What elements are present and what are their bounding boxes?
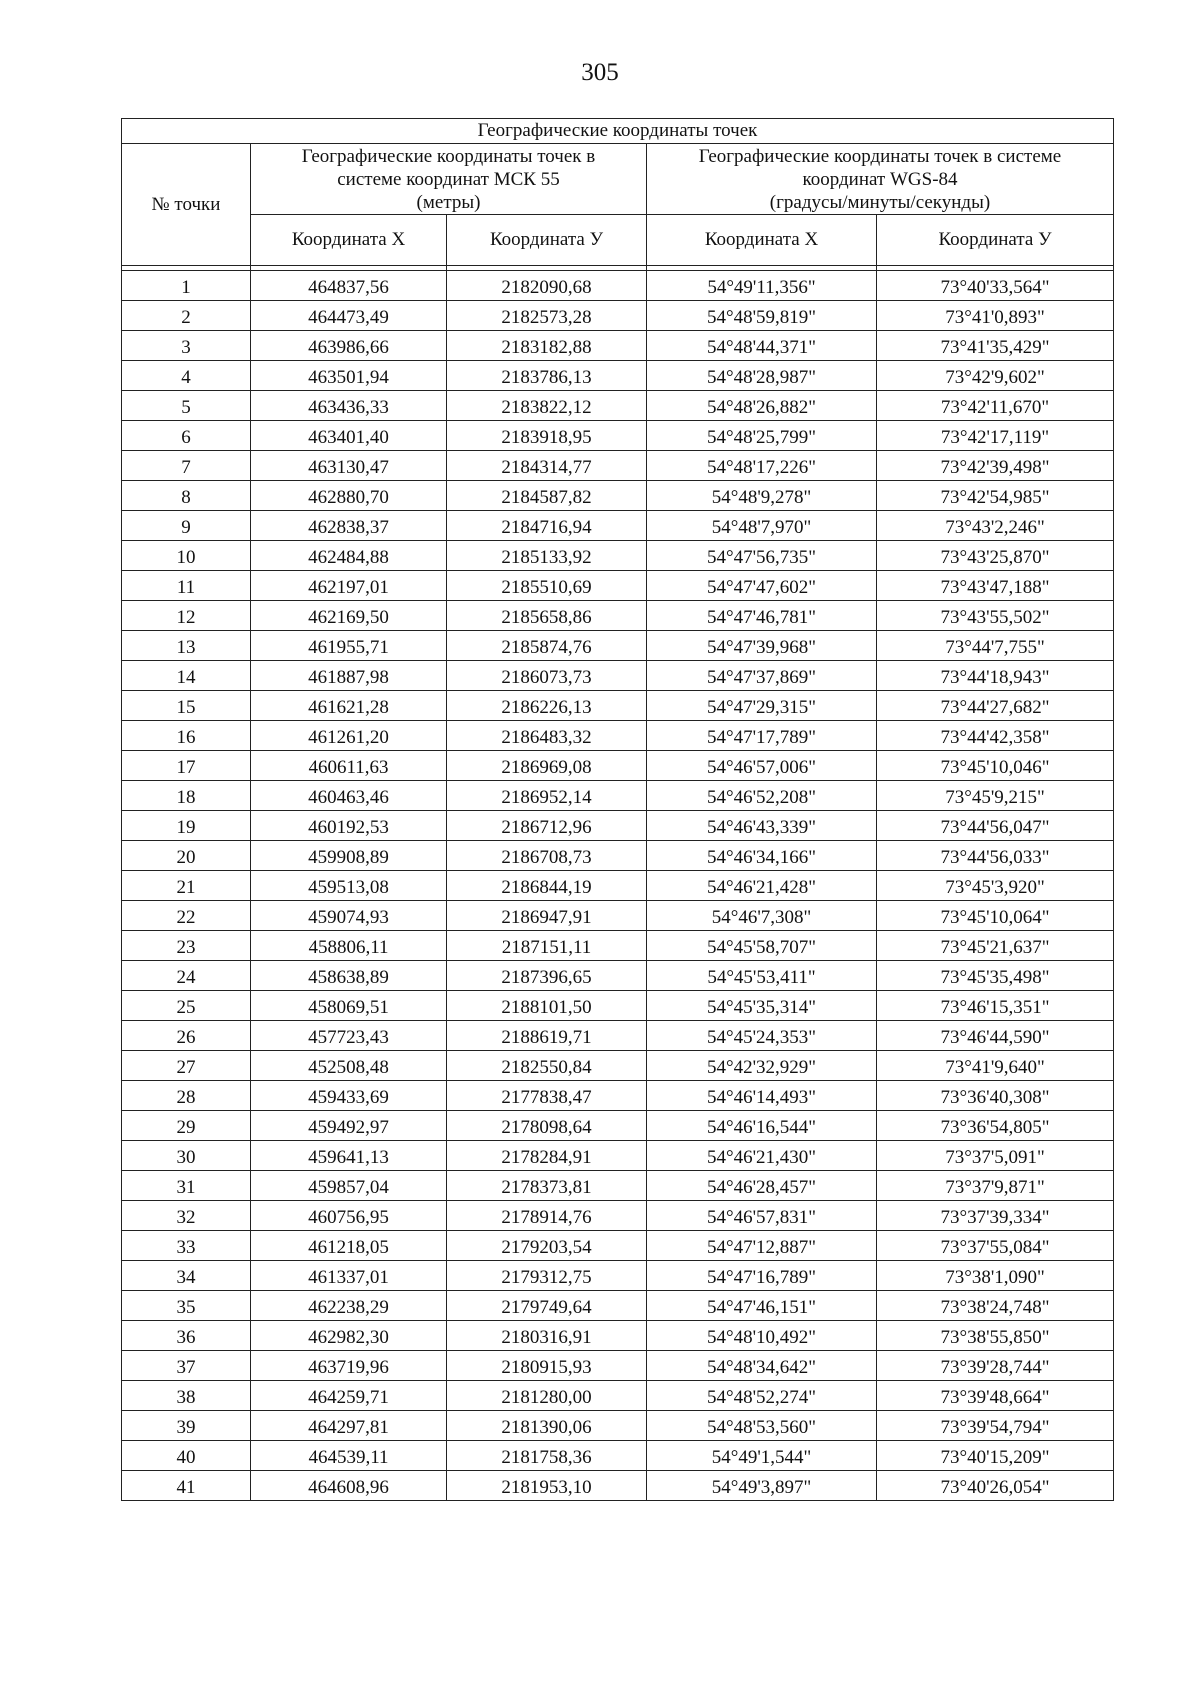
wgs84-y-cell: 73°37'9,871" — [877, 1171, 1114, 1201]
msk55-y-cell: 2186708,73 — [447, 841, 647, 871]
wgs84-x-cell: 54°47'12,887" — [647, 1231, 877, 1261]
msk55-y-cell: 2186947,91 — [447, 901, 647, 931]
wgs84-y-cell: 73°40'26,054" — [877, 1471, 1114, 1501]
point-number-cell: 27 — [122, 1051, 251, 1081]
point-number-cell: 31 — [122, 1171, 251, 1201]
table-row — [122, 451, 1114, 481]
wgs84-y-cell: 73°36'40,308" — [877, 1081, 1114, 1111]
msk55-y-cell: 2184587,82 — [447, 481, 647, 511]
wgs84-y-cell: 73°42'54,985" — [877, 481, 1114, 511]
wgs84-x-cell: 54°48'25,799" — [647, 421, 877, 451]
point-number-cell: 9 — [122, 511, 251, 541]
msk55-x-cell: 464297,81 — [251, 1411, 447, 1441]
msk55-x-cell: 452508,48 — [251, 1051, 447, 1081]
point-number-cell: 38 — [122, 1381, 251, 1411]
wgs84-y-cell: 73°45'3,920" — [877, 871, 1114, 901]
point-number-cell: 3 — [122, 331, 251, 361]
table-row — [122, 1471, 1114, 1501]
wgs84-x-cell: 54°48'17,226" — [647, 451, 877, 481]
wgs84-x-cell: 54°48'26,882" — [647, 391, 877, 421]
wgs84-y-cell: 73°38'1,090" — [877, 1261, 1114, 1291]
point-number-cell: 20 — [122, 841, 251, 871]
point-number-cell: 11 — [122, 571, 251, 601]
wgs84-x-cell: 54°48'53,560" — [647, 1411, 877, 1441]
table-row — [122, 1441, 1114, 1471]
point-number-cell: 30 — [122, 1141, 251, 1171]
wgs84-y-cell: 73°44'27,682" — [877, 691, 1114, 721]
msk55-y-cell: 2183182,88 — [447, 331, 647, 361]
table-row — [122, 421, 1114, 451]
table-row — [122, 391, 1114, 421]
wgs84-y-cell: 73°41'0,893" — [877, 301, 1114, 331]
table-row — [122, 331, 1114, 361]
page-number: 305 — [581, 59, 619, 86]
msk55-y-cell: 2181953,10 — [447, 1471, 647, 1501]
msk55-x-cell: 462838,37 — [251, 511, 447, 541]
msk55-x-cell: 462982,30 — [251, 1321, 447, 1351]
msk55-y-cell: 2187151,11 — [447, 931, 647, 961]
wgs84-y-cell: 73°40'15,209" — [877, 1441, 1114, 1471]
wgs84-x-cell: 54°47'37,869" — [647, 661, 877, 691]
wgs84-x-cell: 54°49'3,897" — [647, 1471, 877, 1501]
point-number-cell: 26 — [122, 1021, 251, 1051]
table-row — [122, 871, 1114, 901]
msk55-x-cell: 459074,93 — [251, 901, 447, 931]
table-row — [122, 721, 1114, 751]
msk55-x-cell: 459492,97 — [251, 1111, 447, 1141]
wgs84-x-cell: 54°47'56,735" — [647, 541, 877, 571]
msk55-y-cell: 2182090,68 — [447, 271, 647, 301]
table-row — [122, 1201, 1114, 1231]
msk55-y-cell: 2185510,69 — [447, 571, 647, 601]
point-number-cell: 34 — [122, 1261, 251, 1291]
msk55-y-cell: 2183822,12 — [447, 391, 647, 421]
msk55-y-cell: 2186712,96 — [447, 811, 647, 841]
table-row — [122, 1231, 1114, 1261]
table-row — [122, 1141, 1114, 1171]
msk55-x-cell: 463436,33 — [251, 391, 447, 421]
msk55-x-cell: 458806,11 — [251, 931, 447, 961]
point-number-cell: 32 — [122, 1201, 251, 1231]
msk55-x-cell: 461955,71 — [251, 631, 447, 661]
msk55-x-header: Координата X — [251, 215, 447, 266]
wgs84-x-cell: 54°47'29,315" — [647, 691, 877, 721]
wgs84-x-cell: 54°45'53,411" — [647, 961, 877, 991]
msk55-x-cell: 461261,20 — [251, 721, 447, 751]
msk55-y-cell: 2178914,76 — [447, 1201, 647, 1231]
table-row — [122, 1381, 1114, 1411]
wgs84-y-cell: 73°46'15,351" — [877, 991, 1114, 1021]
msk55-y-cell: 2186483,32 — [447, 721, 647, 751]
wgs84-x-cell: 54°46'16,544" — [647, 1111, 877, 1141]
msk55-x-cell: 462169,50 — [251, 601, 447, 631]
wgs84-x-cell: 54°46'14,493" — [647, 1081, 877, 1111]
table-row — [122, 1321, 1114, 1351]
wgs84-y-cell: 73°39'54,794" — [877, 1411, 1114, 1441]
msk55-x-cell: 460463,46 — [251, 781, 447, 811]
table-header — [122, 119, 1114, 271]
wgs84-x-cell: 54°46'57,006" — [647, 751, 877, 781]
point-number-cell: 18 — [122, 781, 251, 811]
msk55-y-cell: 2186844,19 — [447, 871, 647, 901]
wgs84-y-cell: 73°44'7,755" — [877, 631, 1114, 661]
msk55-x-cell: 463501,94 — [251, 361, 447, 391]
wgs84-x-cell: 54°47'47,602" — [647, 571, 877, 601]
msk55-y-cell: 2182550,84 — [447, 1051, 647, 1081]
point-number-cell: 22 — [122, 901, 251, 931]
msk55-y-cell: 2180915,93 — [447, 1351, 647, 1381]
point-number-cell: 21 — [122, 871, 251, 901]
point-number-cell: 13 — [122, 631, 251, 661]
point-number-cell: 8 — [122, 481, 251, 511]
table-row — [122, 1081, 1114, 1111]
msk55-x-cell: 464837,56 — [251, 271, 447, 301]
wgs84-x-header: Координата X — [647, 215, 877, 266]
table-row — [122, 1111, 1114, 1141]
msk55-x-cell: 457723,43 — [251, 1021, 447, 1051]
msk55-x-cell: 461887,98 — [251, 661, 447, 691]
table-row — [122, 601, 1114, 631]
wgs84-x-cell: 54°46'21,430" — [647, 1141, 877, 1171]
point-number-cell: 4 — [122, 361, 251, 391]
wgs84-y-cell: 73°38'55,850" — [877, 1321, 1114, 1351]
table-row — [122, 811, 1114, 841]
wgs84-y-cell: 73°40'33,564" — [877, 271, 1114, 301]
table-row — [122, 781, 1114, 811]
wgs84-y-cell: 73°46'44,590" — [877, 1021, 1114, 1051]
msk55-y-cell: 2184716,94 — [447, 511, 647, 541]
msk55-x-cell: 464259,71 — [251, 1381, 447, 1411]
wgs84-x-cell: 54°46'34,166" — [647, 841, 877, 871]
msk55-x-cell: 460756,95 — [251, 1201, 447, 1231]
table-row — [122, 661, 1114, 691]
wgs84-x-cell: 54°45'35,314" — [647, 991, 877, 1021]
wgs84-x-cell: 54°48'34,642" — [647, 1351, 877, 1381]
wgs84-x-cell: 54°46'28,457" — [647, 1171, 877, 1201]
coordinates-table — [121, 118, 1114, 1501]
msk55-y-cell: 2187396,65 — [447, 961, 647, 991]
table-row — [122, 1021, 1114, 1051]
wgs84-y-cell: 73°43'25,870" — [877, 541, 1114, 571]
table-row — [122, 991, 1114, 1021]
msk55-y-cell: 2181390,06 — [447, 1411, 647, 1441]
wgs84-x-cell: 54°49'11,356" — [647, 271, 877, 301]
wgs84-x-cell: 54°48'52,274" — [647, 1381, 877, 1411]
point-number-cell: 2 — [122, 301, 251, 331]
wgs84-y-header: Координата У — [877, 215, 1114, 266]
wgs84-y-cell: 73°45'9,215" — [877, 781, 1114, 811]
wgs84-y-cell: 73°45'35,498" — [877, 961, 1114, 991]
wgs84-x-cell: 54°46'43,339" — [647, 811, 877, 841]
wgs84-x-cell: 54°48'44,371" — [647, 331, 877, 361]
wgs84-header-line: (градусы/минуты/секунды) — [769, 191, 991, 213]
wgs84-y-cell: 73°36'54,805" — [877, 1111, 1114, 1141]
wgs84-y-cell: 73°43'47,188" — [877, 571, 1114, 601]
wgs84-y-cell: 73°39'48,664" — [877, 1381, 1114, 1411]
point-number-cell: 41 — [122, 1471, 251, 1501]
msk55-y-cell: 2178098,64 — [447, 1111, 647, 1141]
wgs84-y-cell: 73°45'10,064" — [877, 901, 1114, 931]
wgs84-y-cell: 73°44'56,047" — [877, 811, 1114, 841]
table-body — [122, 271, 1114, 1501]
table-row — [122, 541, 1114, 571]
wgs84-y-cell: 73°43'55,502" — [877, 601, 1114, 631]
wgs84-y-cell: 73°39'28,744" — [877, 1351, 1114, 1381]
msk55-x-cell: 463719,96 — [251, 1351, 447, 1381]
msk55-y-cell: 2177838,47 — [447, 1081, 647, 1111]
point-number-cell: 33 — [122, 1231, 251, 1261]
wgs84-x-cell: 54°46'52,208" — [647, 781, 877, 811]
msk55-y-cell: 2186073,73 — [447, 661, 647, 691]
wgs84-x-cell: 54°47'16,789" — [647, 1261, 877, 1291]
wgs84-y-cell: 73°37'5,091" — [877, 1141, 1114, 1171]
wgs84-x-cell: 54°45'58,707" — [647, 931, 877, 961]
msk55-x-cell: 463401,40 — [251, 421, 447, 451]
wgs84-y-cell: 73°44'42,358" — [877, 721, 1114, 751]
wgs84-y-cell: 73°45'10,046" — [877, 751, 1114, 781]
msk55-x-cell: 459433,69 — [251, 1081, 447, 1111]
msk55-x-cell: 459513,08 — [251, 871, 447, 901]
msk55-x-cell: 460611,63 — [251, 751, 447, 781]
msk55-y-cell: 2185874,76 — [447, 631, 647, 661]
msk55-x-cell: 460192,53 — [251, 811, 447, 841]
msk55-y-cell: 2181280,00 — [447, 1381, 647, 1411]
wgs84-y-cell: 73°37'39,334" — [877, 1201, 1114, 1231]
wgs84-x-cell: 54°48'59,819" — [647, 301, 877, 331]
wgs84-y-cell: 73°41'35,429" — [877, 331, 1114, 361]
msk55-x-cell: 459857,04 — [251, 1171, 447, 1201]
msk55-y-cell: 2186952,14 — [447, 781, 647, 811]
wgs84-x-cell: 54°48'7,970" — [647, 511, 877, 541]
table-row — [122, 1261, 1114, 1291]
msk55-y-cell: 2186969,08 — [447, 751, 647, 781]
table-row — [122, 571, 1114, 601]
msk55-y-cell: 2188619,71 — [447, 1021, 647, 1051]
point-number-cell: 16 — [122, 721, 251, 751]
wgs84-x-cell: 54°47'46,151" — [647, 1291, 877, 1321]
point-number-cell: 35 — [122, 1291, 251, 1321]
msk55-x-cell: 462238,29 — [251, 1291, 447, 1321]
point-number-cell: 36 — [122, 1321, 251, 1351]
msk55-x-cell: 459908,89 — [251, 841, 447, 871]
table-row — [122, 301, 1114, 331]
table-row — [122, 361, 1114, 391]
wgs84-y-cell: 73°42'11,670" — [877, 391, 1114, 421]
table-row — [122, 1171, 1114, 1201]
table-row — [122, 901, 1114, 931]
table-row — [122, 511, 1114, 541]
table-row — [122, 931, 1114, 961]
wgs84-x-cell: 54°48'9,278" — [647, 481, 877, 511]
msk55-y-cell: 2180316,91 — [447, 1321, 647, 1351]
wgs84-y-cell: 73°43'2,246" — [877, 511, 1114, 541]
msk55-y-cell: 2178373,81 — [447, 1171, 647, 1201]
point-number-cell: 7 — [122, 451, 251, 481]
wgs84-x-cell: 54°42'32,929" — [647, 1051, 877, 1081]
msk55-header-line: системе координат МСК 55 — [337, 168, 560, 190]
point-number-cell: 40 — [122, 1441, 251, 1471]
msk55-y-cell: 2188101,50 — [447, 991, 647, 1021]
point-number-cell: 23 — [122, 931, 251, 961]
table-row — [122, 751, 1114, 781]
msk55-x-cell: 461218,05 — [251, 1231, 447, 1261]
msk55-header-line: Географические координаты точек в — [301, 145, 596, 167]
wgs84-header-line: Географические координаты точек в системе — [698, 145, 1062, 167]
msk55-x-cell: 461621,28 — [251, 691, 447, 721]
wgs84-header-line: координат WGS-84 — [802, 168, 958, 190]
msk55-y-cell: 2185133,92 — [447, 541, 647, 571]
msk55-x-cell: 461337,01 — [251, 1261, 447, 1291]
wgs84-y-cell: 73°37'55,084" — [877, 1231, 1114, 1261]
msk55-y-cell: 2179203,54 — [447, 1231, 647, 1261]
msk55-y-cell: 2179749,64 — [447, 1291, 647, 1321]
msk55-y-cell: 2179312,75 — [447, 1261, 647, 1291]
msk55-x-cell: 464539,11 — [251, 1441, 447, 1471]
point-number-cell: 10 — [122, 541, 251, 571]
msk55-header-line: (метры) — [416, 191, 481, 213]
msk55-x-cell: 462484,88 — [251, 541, 447, 571]
wgs84-x-cell: 54°47'46,781" — [647, 601, 877, 631]
point-number-cell: 14 — [122, 661, 251, 691]
table-title: Географические координаты точек — [122, 119, 1114, 144]
table-row — [122, 1351, 1114, 1381]
wgs84-x-cell: 54°48'28,987" — [647, 361, 877, 391]
table-row — [122, 481, 1114, 511]
msk55-x-cell: 462880,70 — [251, 481, 447, 511]
wgs84-x-cell: 54°47'17,789" — [647, 721, 877, 751]
wgs84-x-cell: 54°45'24,353" — [647, 1021, 877, 1051]
point-number-cell: 24 — [122, 961, 251, 991]
msk55-x-cell: 458069,51 — [251, 991, 447, 1021]
msk55-x-cell: 463986,66 — [251, 331, 447, 361]
point-number-cell: 25 — [122, 991, 251, 1021]
wgs84-x-cell: 54°49'1,544" — [647, 1441, 877, 1471]
msk55-x-cell: 464608,96 — [251, 1471, 447, 1501]
wgs84-y-cell: 73°42'17,119" — [877, 421, 1114, 451]
wgs84-x-cell: 54°47'39,968" — [647, 631, 877, 661]
wgs84-y-cell: 73°42'9,602" — [877, 361, 1114, 391]
msk55-y-cell: 2183786,13 — [447, 361, 647, 391]
msk55-x-cell: 464473,49 — [251, 301, 447, 331]
point-number-cell: 19 — [122, 811, 251, 841]
msk55-x-cell: 462197,01 — [251, 571, 447, 601]
msk55-y-cell: 2178284,91 — [447, 1141, 647, 1171]
msk55-y-cell: 2182573,28 — [447, 301, 647, 331]
table-row — [122, 691, 1114, 721]
wgs84-y-cell: 73°44'18,943" — [877, 661, 1114, 691]
msk55-x-cell: 458638,89 — [251, 961, 447, 991]
wgs84-y-cell: 73°45'21,637" — [877, 931, 1114, 961]
point-number-cell: 17 — [122, 751, 251, 781]
point-number-cell: 39 — [122, 1411, 251, 1441]
point-number-cell: 28 — [122, 1081, 251, 1111]
table-row — [122, 841, 1114, 871]
point-number-cell: 1 — [122, 271, 251, 301]
msk55-y-cell: 2181758,36 — [447, 1441, 647, 1471]
table-row — [122, 1291, 1114, 1321]
table-row — [122, 1411, 1114, 1441]
wgs84-y-cell: 73°41'9,640" — [877, 1051, 1114, 1081]
msk55-y-header: Координата У — [447, 215, 647, 266]
msk55-x-cell: 463130,47 — [251, 451, 447, 481]
wgs84-group-header — [647, 144, 1114, 215]
table-row — [122, 1051, 1114, 1081]
wgs84-x-cell: 54°46'57,831" — [647, 1201, 877, 1231]
wgs84-x-cell: 54°46'7,308" — [647, 901, 877, 931]
wgs84-x-cell: 54°48'10,492" — [647, 1321, 877, 1351]
point-number-header: № точки — [122, 144, 251, 266]
msk55-y-cell: 2184314,77 — [447, 451, 647, 481]
table-row — [122, 631, 1114, 661]
point-number-cell: 12 — [122, 601, 251, 631]
point-number-cell: 6 — [122, 421, 251, 451]
msk55-y-cell: 2186226,13 — [447, 691, 647, 721]
point-number-cell: 29 — [122, 1111, 251, 1141]
table-row — [122, 271, 1114, 301]
point-number-cell: 5 — [122, 391, 251, 421]
msk55-y-cell: 2183918,95 — [447, 421, 647, 451]
msk55-x-cell: 459641,13 — [251, 1141, 447, 1171]
wgs84-y-cell: 73°44'56,033" — [877, 841, 1114, 871]
wgs84-x-cell: 54°46'21,428" — [647, 871, 877, 901]
point-number-cell: 37 — [122, 1351, 251, 1381]
msk55-y-cell: 2185658,86 — [447, 601, 647, 631]
wgs84-y-cell: 73°42'39,498" — [877, 451, 1114, 481]
table-row — [122, 961, 1114, 991]
wgs84-y-cell: 73°38'24,748" — [877, 1291, 1114, 1321]
point-number-cell: 15 — [122, 691, 251, 721]
msk55-group-header — [251, 144, 647, 215]
